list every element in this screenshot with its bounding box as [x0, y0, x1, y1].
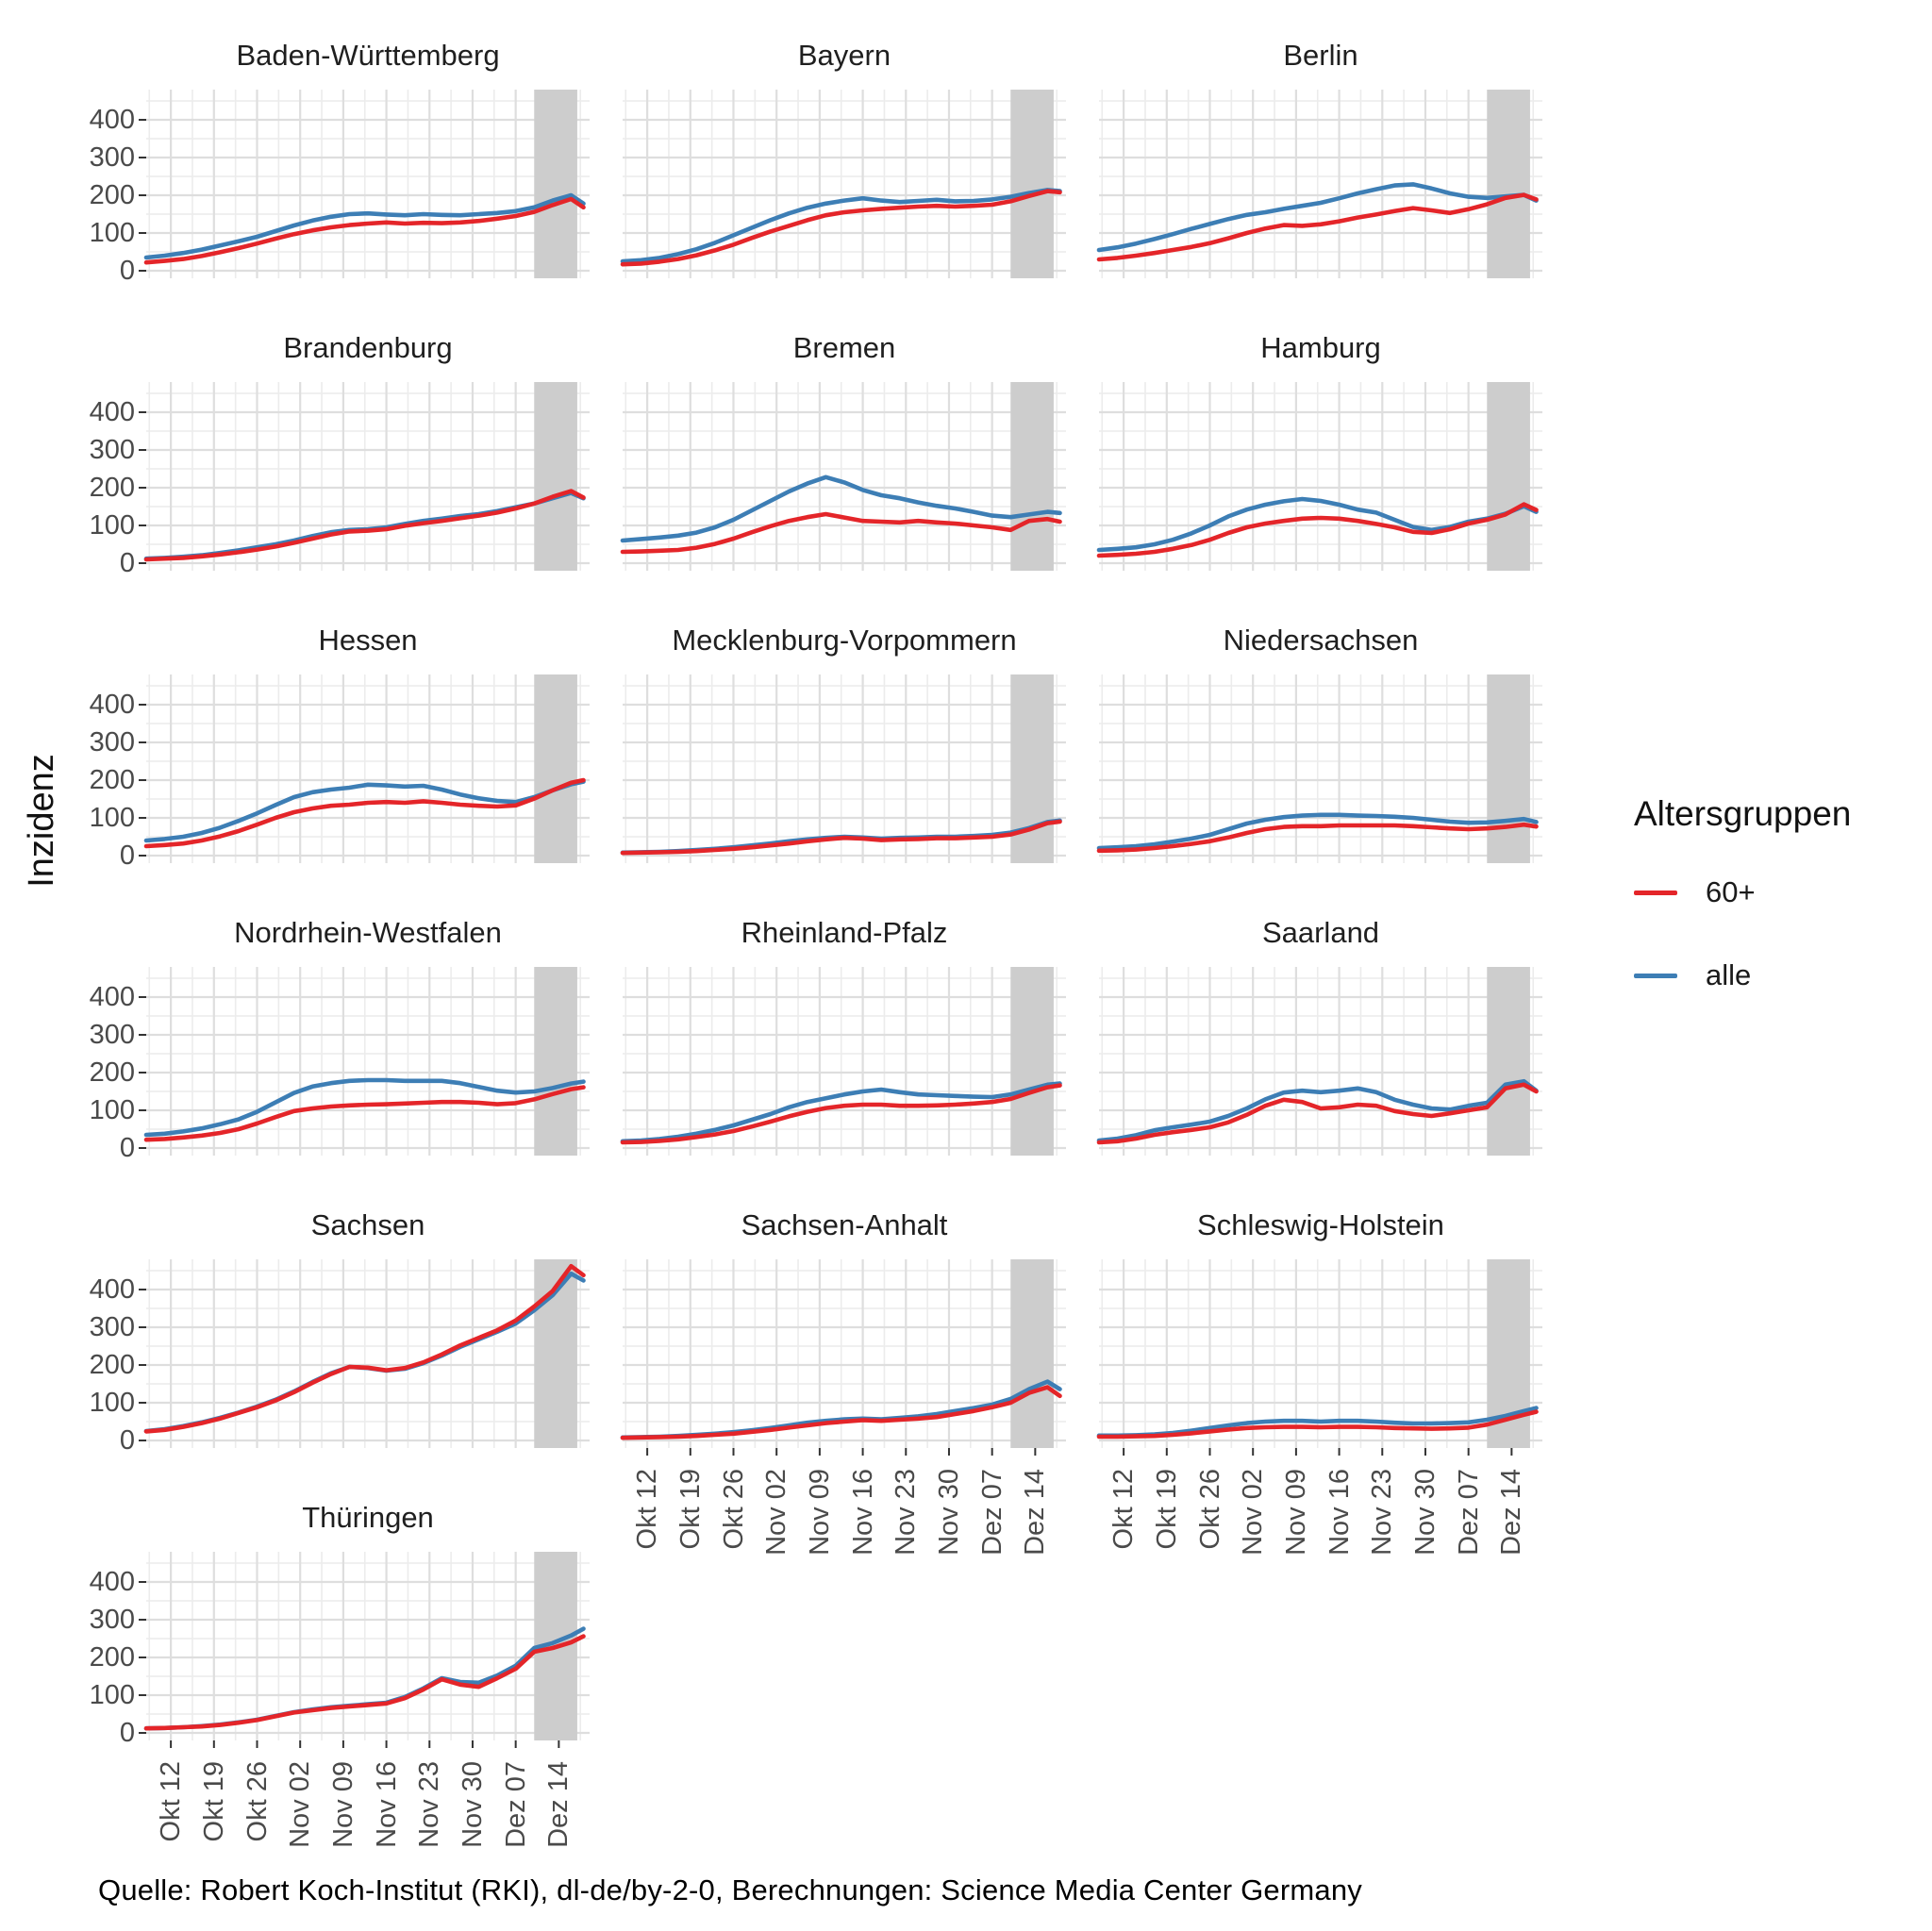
- facet-title: Bayern: [797, 39, 891, 72]
- y-tick-label: 400: [89, 690, 135, 720]
- y-tick-label: 200: [89, 1642, 135, 1673]
- facet-chart: [1099, 1259, 1542, 1448]
- gridlines: [623, 967, 1066, 1156]
- facet-title: Nordrhein-Westfalen: [234, 916, 502, 949]
- y-tick-label: 400: [89, 1274, 135, 1305]
- facet-title: Rheinland-Pfalz: [741, 916, 948, 949]
- x-tick-label: Okt 26: [718, 1469, 749, 1550]
- x-tick-label: Nov 30: [933, 1469, 964, 1556]
- x-tick-label: Nov 02: [285, 1761, 316, 1848]
- facet-title: Saarland: [1261, 916, 1380, 949]
- facet-chart: [1099, 674, 1542, 863]
- y-tick-label: 100: [89, 510, 135, 541]
- facet-chart: [623, 674, 1066, 863]
- recent-data-highlight-band: [1010, 90, 1054, 278]
- gridlines: [146, 1552, 590, 1740]
- recent-data-highlight-band: [1010, 1259, 1054, 1448]
- y-tick-label: 400: [89, 982, 135, 1012]
- facet-title: Hamburg: [1260, 331, 1381, 364]
- x-tick-label: Dez 14: [543, 1761, 575, 1848]
- recent-data-highlight-band: [1487, 967, 1530, 1156]
- y-tick-label: 400: [89, 1567, 135, 1597]
- x-axis-labels: [1099, 1454, 1542, 1605]
- facet-title: Mecklenburg-Vorpommern: [672, 624, 1017, 657]
- facet-title: Hessen: [318, 624, 418, 657]
- y-tick-label: 200: [89, 473, 135, 503]
- facet-chart: [146, 674, 590, 863]
- recent-data-highlight-band: [534, 382, 577, 571]
- facet-chart: [146, 382, 590, 571]
- legend-label-60plus: 60+: [1706, 875, 1756, 908]
- facet-chart: [146, 1259, 590, 1448]
- x-tick-label: Nov 23: [414, 1761, 445, 1848]
- y-tick-label: 100: [89, 218, 135, 248]
- x-tick-label: Nov 16: [847, 1469, 878, 1556]
- facet-baden-wuerttemberg: [89, 31, 590, 314]
- facet-title: Berlin: [1283, 39, 1358, 72]
- x-tick-label: Dez 07: [500, 1761, 531, 1848]
- x-tick-label: Okt 12: [632, 1469, 663, 1550]
- facet-chart: [146, 90, 590, 278]
- y-axis-title: Inzidenz: [22, 754, 61, 888]
- x-tick-label: Nov 30: [1409, 1469, 1441, 1556]
- facet-title: Bremen: [792, 331, 896, 364]
- facet-chart: [1099, 382, 1542, 571]
- facet-title: Brandenburg: [283, 331, 453, 364]
- facet-title: Schleswig-Holstein: [1197, 1208, 1444, 1241]
- facet-rheinland-pfalz: [623, 908, 1066, 1191]
- y-tick-label: 0: [119, 1133, 135, 1163]
- y-tick-label: 300: [89, 1020, 135, 1050]
- x-tick-label: Nov 02: [1238, 1469, 1269, 1556]
- facet-hamburg: [1099, 324, 1542, 607]
- x-tick-label: Nov 09: [1280, 1469, 1311, 1556]
- y-tick-label: 300: [89, 1605, 135, 1635]
- facet-saarland: [1099, 908, 1542, 1191]
- source-caption: Quelle: Robert Koch-Institut (RKI), dl-de/by-2-0, Berechnungen: Science Media Center Germany: [98, 1873, 1362, 1906]
- facet-title: Thüringen: [302, 1501, 434, 1534]
- x-tick-label: Nov 09: [327, 1761, 358, 1848]
- y-tick-label: 0: [119, 548, 135, 578]
- y-tick-label: 100: [89, 803, 135, 833]
- x-tick-label: Okt 19: [1151, 1469, 1182, 1550]
- recent-data-highlight-band: [534, 967, 577, 1156]
- legend-line-swatch-alle-icon: [1634, 974, 1677, 978]
- x-tick-label: Nov 16: [1324, 1469, 1355, 1556]
- y-tick-label: 100: [89, 1680, 135, 1710]
- x-axis-labels: [623, 1454, 1066, 1605]
- y-tick-label: 0: [119, 1425, 135, 1456]
- x-tick-label: Nov 09: [804, 1469, 835, 1556]
- facet-title: Sachsen-Anhalt: [741, 1208, 948, 1241]
- facet-thueringen: [89, 1493, 590, 1848]
- x-tick-label: Okt 19: [198, 1761, 229, 1842]
- facet-title: Sachsen: [310, 1208, 425, 1241]
- recent-data-highlight-band: [1010, 382, 1054, 571]
- facet-sachsen-anhalt: [623, 1201, 1066, 1556]
- legend-line-swatch-60plus-icon: [1634, 891, 1677, 895]
- gridlines: [146, 674, 590, 863]
- x-tick-label: Okt 19: [675, 1469, 706, 1550]
- facet-berlin: [1099, 31, 1542, 314]
- y-tick-label: 100: [89, 1095, 135, 1125]
- x-tick-label: Dez 14: [1020, 1469, 1051, 1556]
- y-tick-label: 200: [89, 1350, 135, 1380]
- y-tick-label: 0: [119, 841, 135, 871]
- x-tick-label: Okt 26: [242, 1761, 273, 1842]
- recent-data-highlight-band: [534, 674, 577, 863]
- facet-bremen: [623, 324, 1066, 607]
- x-tick-label: Okt 26: [1194, 1469, 1225, 1550]
- facet-chart: [1099, 90, 1542, 278]
- x-tick-label: Nov 23: [1367, 1469, 1398, 1556]
- facet-chart: [623, 967, 1066, 1156]
- x-tick-label: Nov 16: [371, 1761, 402, 1848]
- legend-label-alle: alle: [1706, 958, 1752, 991]
- legend-title: Altersgruppen: [1634, 794, 1852, 833]
- x-tick-label: Dez 07: [1453, 1469, 1484, 1556]
- facet-nordrhein-westfalen: [89, 908, 590, 1191]
- facet-hessen: [89, 616, 590, 899]
- recent-data-highlight-band: [1487, 382, 1530, 571]
- legend-item-60plus: [1634, 875, 1928, 909]
- y-tick-label: 300: [89, 142, 135, 173]
- y-tick-label: 0: [119, 1718, 135, 1748]
- y-tick-label: 400: [89, 397, 135, 427]
- gridlines: [146, 382, 590, 571]
- facet-chart: [1099, 967, 1542, 1156]
- recent-data-highlight-band: [534, 90, 577, 278]
- facet-schleswig-holstein: [1099, 1201, 1542, 1556]
- x-tick-label: Nov 23: [891, 1469, 922, 1556]
- facet-title: Baden-Württemberg: [236, 39, 500, 72]
- facet-sachsen: [89, 1201, 590, 1484]
- facet-title: Niedersachsen: [1223, 624, 1419, 657]
- facet-chart: [623, 1259, 1066, 1448]
- x-tick-label: Nov 30: [457, 1761, 488, 1848]
- facet-chart: [623, 382, 1066, 571]
- y-tick-label: 300: [89, 727, 135, 757]
- facet-bayern: [623, 31, 1066, 314]
- facet-niedersachsen: [1099, 616, 1542, 899]
- recent-data-highlight-band: [1010, 967, 1054, 1156]
- facet-chart: [146, 1552, 590, 1740]
- legend: [1634, 794, 1928, 1041]
- y-tick-label: 0: [119, 256, 135, 286]
- y-tick-label: 100: [89, 1388, 135, 1418]
- facet-mecklenburg-vorpommern: [623, 616, 1066, 899]
- x-tick-label: Okt 12: [1108, 1469, 1140, 1550]
- y-tick-label: 300: [89, 1312, 135, 1342]
- facet-chart: [623, 90, 1066, 278]
- y-tick-label: 300: [89, 435, 135, 465]
- facet-chart: [146, 967, 590, 1156]
- y-tick-label: 200: [89, 1057, 135, 1088]
- x-tick-label: Okt 12: [156, 1761, 187, 1842]
- x-tick-label: Nov 02: [761, 1469, 792, 1556]
- y-tick-label: 200: [89, 765, 135, 795]
- x-tick-label: Dez 07: [976, 1469, 1008, 1556]
- y-tick-label: 200: [89, 180, 135, 210]
- gridlines: [146, 90, 590, 278]
- recent-data-highlight-band: [1487, 674, 1530, 863]
- gridlines: [623, 382, 1066, 571]
- y-tick-label: 400: [89, 105, 135, 135]
- x-tick-label: Dez 14: [1496, 1469, 1527, 1556]
- legend-item-alle: [1634, 958, 1928, 992]
- recent-data-highlight-band: [1487, 90, 1530, 278]
- gridlines: [1099, 674, 1542, 863]
- facet-brandenburg: [89, 324, 590, 607]
